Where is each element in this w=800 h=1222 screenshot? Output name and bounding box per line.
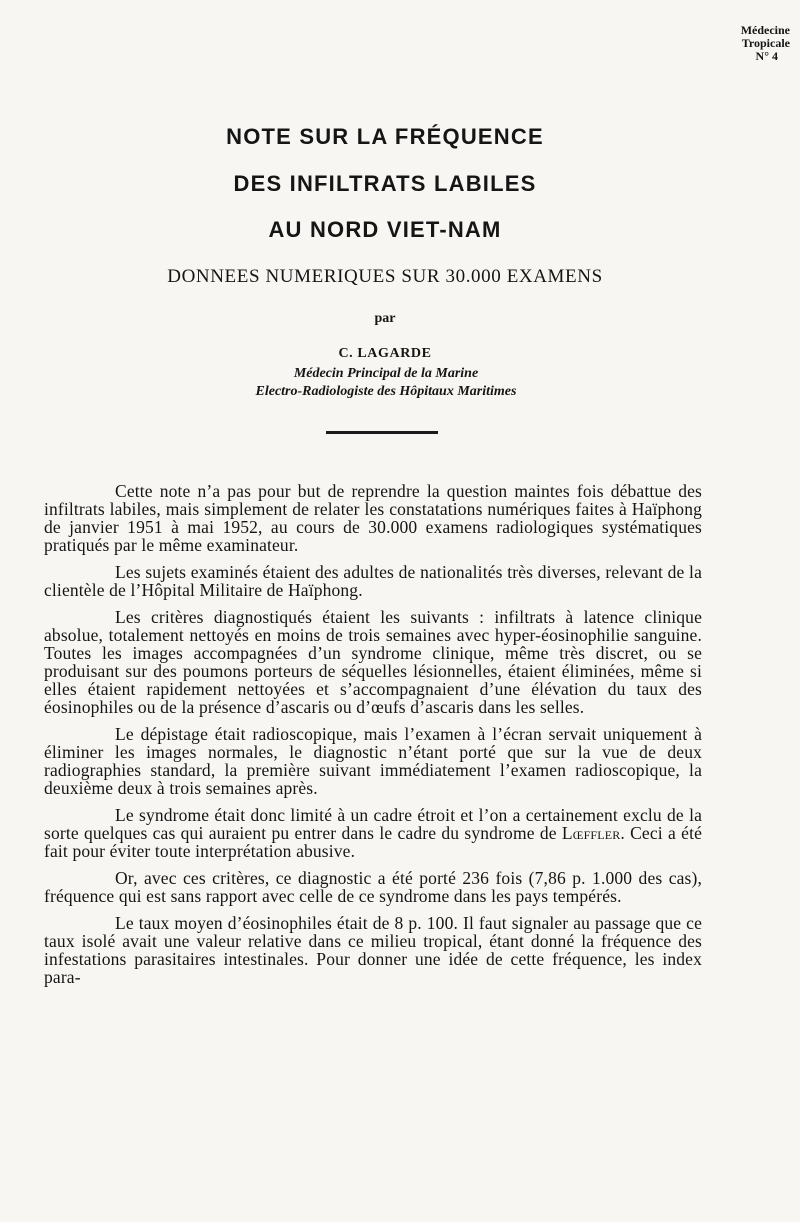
title-line-1: NOTE SUR LA FRÉQUENCE [226,124,544,149]
author-affiliation-1: Médecin Principal de la Marine [293,366,479,381]
author-affiliation-2: Electro-Radiologiste des Hôpitaux Maritimes [255,384,517,399]
paragraph-4: Le dépistage était radioscopique, mais l’examen à l’écran servait uniquement à éliminer les images normales, le diagnostic n’étant porté que sur la vue de deux radiographies standard, la première suivant immédiatement l’examen radioscopique, la deuxième deux à trois semaines après. [44,724,702,798]
paragraph-5-end: . Ceci a été fait pour éviter toute interprétation abusive. [44,823,702,861]
paragraph-2: Les sujets examinés étaient des adultes de nationalités très diverses, relevant de la clientèle de l’Hôpital Militaire de Haïphong. [44,562,702,600]
paragraph-5-start: Le syndrome était donc limité à un cadre étroit et l’on a certainement exclu de la sorte quelques cas qui auraient pu entrer dans le cadre du syndrome de [44,805,702,843]
subtitle: DONNEES NUMERIQUES SUR 30.000 EXAMENS [167,266,603,287]
paragraph-7: Le taux moyen d’éosinophiles était de 8 p. 100. Il faut signaler au passage que ce taux isolé avait une valeur relative dans ce milieu tropical, étant donné la fréquence des infestations parasitaires intestinales. Pour donner une idée de cette fréquence, les index para- [44,913,702,987]
issue-number: N° 4 [755,49,778,63]
journal-name-line1: Médecine [740,23,790,37]
journal-name-line2: Tropicale [741,36,790,50]
paragraph-5 [44,806,702,860]
byline-par: par [374,311,396,326]
paragraph-3: Les critères diagnostiqués étaient les suivants : infiltrats à latence clinique absolue, totalement nettoyés en moins de trois semaines avec hyper-éosinophilie sanguine. Toutes les images accompagnées d’un syndrome clinique, même très discret, ou se produisant sur des poumons porteurs de séquelles lésionnelles, étaient éliminées, même si elles étaient rapidement nettoyées et s’accompagnaient d’une élévation du taux des éosinophiles ou de la présence d’ascaris ou d’œufs d’ascaris dans les selles. [44,607,702,717]
paragraph-1: Cette note n’a pas pour but de reprendre la question maintes fois débattue des infiltrats labiles, mais simplement de relater les constatations numériques faites à Haïphong de janvier 1951 à mai 1952, au cours de 30.000 examens radiologiques systématiques pratiqués par le même examinateur. [44,481,702,555]
author-reference: Lœffler [561,823,621,843]
article-body [44,482,702,986]
separator-rule [326,431,438,434]
author-name: C. LAGARDE [338,346,432,361]
title-line-2: DES INFILTRATS LABILES [233,171,537,196]
paragraph-6: Or, avec ces critères, ce diagnostic a été porté 236 fois (7,86 p. 1.000 des cas), fréquence qui est sans rapport avec celle de ce syndrome dans les pays tempérés. [44,868,702,906]
journal-tag [741,24,790,63]
title-line-3: AU NORD VIET-NAM [268,217,502,242]
